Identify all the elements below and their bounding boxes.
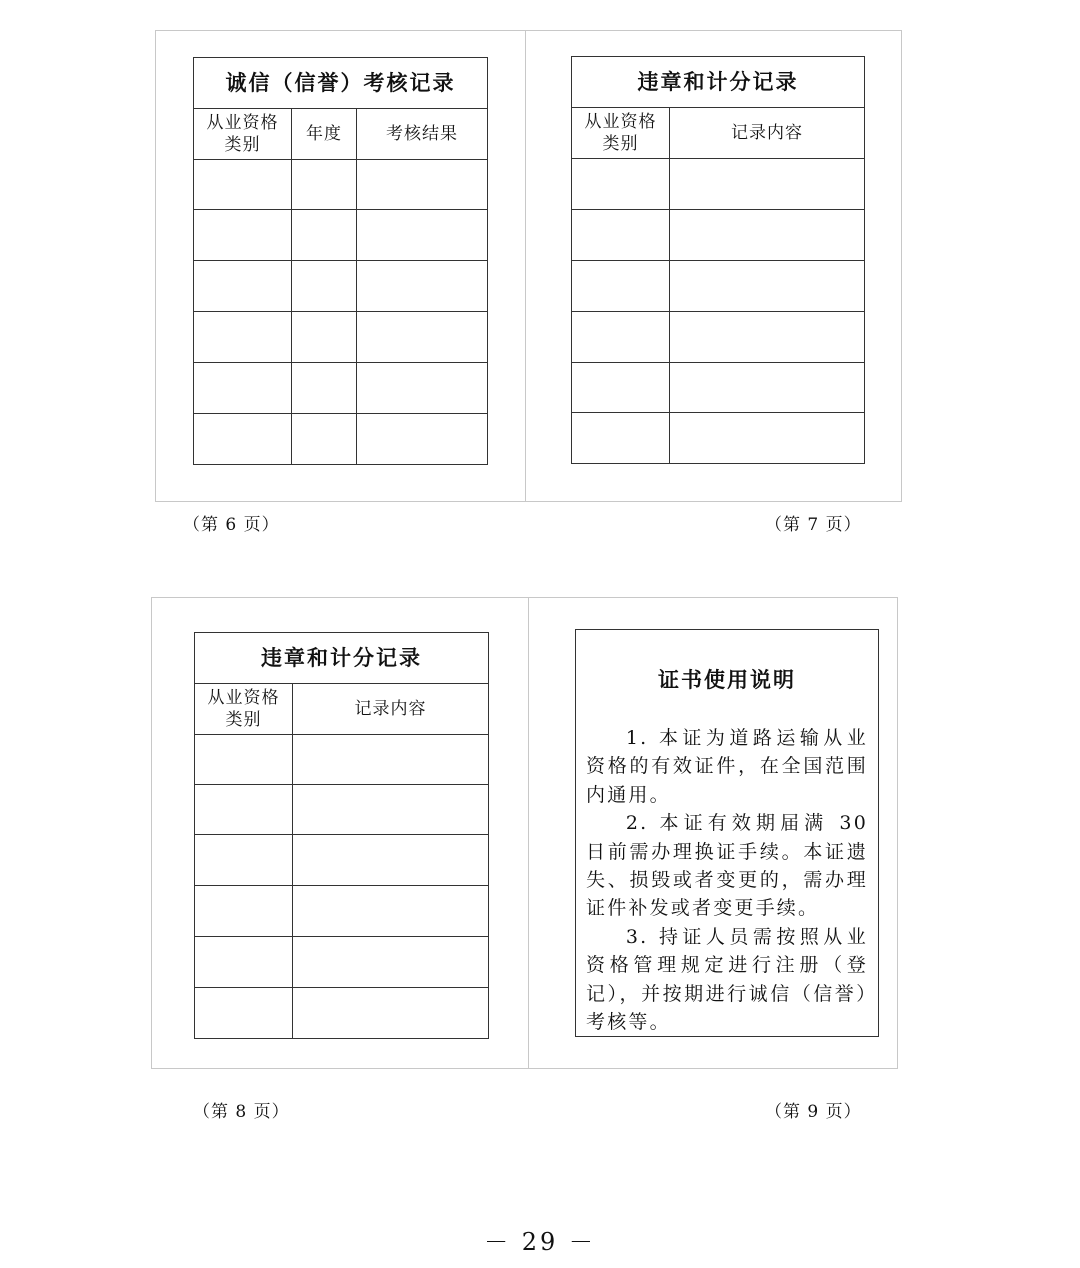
table-row <box>572 312 865 363</box>
table-row <box>194 261 488 312</box>
page-caption-7: （第 7 页） <box>765 515 862 535</box>
column-header-year: 年度 <box>292 109 357 160</box>
violation-record-table-p7 <box>571 56 865 464</box>
notes-item: 1. 本证为道路运输从业资格的有效证件，在全国范围内通用。 <box>586 727 868 806</box>
credit-assessment-table <box>193 57 488 465</box>
table-row <box>195 785 489 835</box>
page-number: － 29 － <box>484 1228 596 1256</box>
table-title: 违章和计分记录 <box>572 57 865 108</box>
column-header-content: 记录内容 <box>293 684 489 735</box>
table-row <box>194 210 488 261</box>
notes-title: 证书使用说明 <box>658 667 796 692</box>
fold-line <box>528 598 529 1068</box>
table-row <box>194 160 488 210</box>
column-header-content: 记录内容 <box>670 108 865 159</box>
column-header-qualification: 从业资格 类别 <box>195 684 293 735</box>
certificate-usage-notes <box>575 629 879 1037</box>
table-title: 诚信（信誉）考核记录 <box>194 58 488 109</box>
table-title: 违章和计分记录 <box>195 633 489 684</box>
table-row <box>195 988 489 1039</box>
table-row <box>194 363 488 414</box>
page-caption-8: （第 8 页） <box>193 1102 290 1122</box>
page-caption-9: （第 9 页） <box>765 1102 862 1122</box>
table-row <box>572 210 865 261</box>
table-row <box>194 312 488 363</box>
column-header-result: 考核结果 <box>357 109 488 160</box>
notes-item: 3. 持证人员需按照从业资格管理规定进行注册（登记），并按期进行诚信（信誉）考核等。 <box>586 925 868 1034</box>
notes-body <box>586 724 868 1036</box>
fold-line <box>525 31 526 501</box>
table-row <box>572 363 865 413</box>
table-row <box>195 835 489 886</box>
table-row <box>195 735 489 785</box>
table-row <box>195 886 489 937</box>
table-row <box>572 261 865 312</box>
column-header-qualification: 从业资格 类别 <box>194 109 292 160</box>
table-row <box>572 159 865 210</box>
notes-item: 2. 本证有效期届满 30 日前需办理换证手续。本证遗失、损毁或者变更的，需办理证件补发或者变更手续。 <box>586 812 868 920</box>
column-header-qualification: 从业资格 类别 <box>572 108 670 159</box>
table-row <box>572 413 865 464</box>
table-row <box>195 937 489 988</box>
page-caption-6: （第 6 页） <box>183 515 280 535</box>
table-row <box>194 414 488 465</box>
violation-record-table-p8 <box>194 632 489 1039</box>
